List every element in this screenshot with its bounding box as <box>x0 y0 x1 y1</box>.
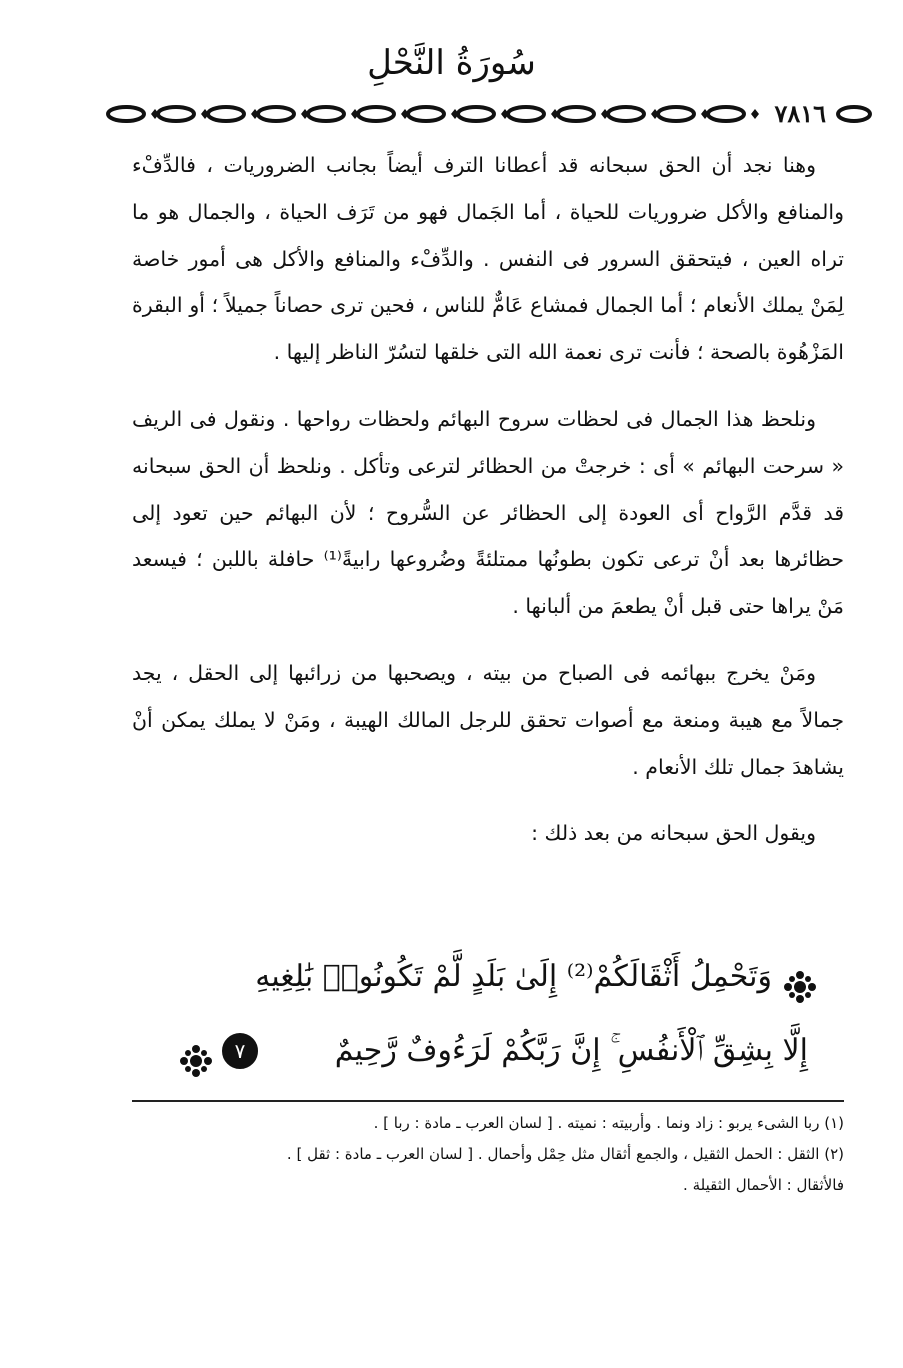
surah-title: سُورَةُ النَّحْلِ <box>367 43 536 83</box>
paragraph: ويقول الحق سبحانه من بعد ذلك : <box>531 821 816 846</box>
body-text <box>132 142 844 857</box>
footnote: (٢) الثقل : الحمل الثقيل ، والجمع أثقال مثل حِمْل وأحمال . [ لسان العرب ـ مادة : ثقل ] . <box>286 1145 844 1163</box>
ayah-number-marker: ٧ <box>222 1033 258 1069</box>
footnotes <box>132 1108 844 1201</box>
page-number: ٧٨١٦ <box>770 96 830 132</box>
footnote-divider <box>132 1100 844 1102</box>
verse-text: إِلَّا بِشِقِّ ٱلْأَنفُسِ ۚ إِنَّ رَبَّكُمْ لَرَءُوفٌ رَّحِيمٌ <box>334 1033 808 1068</box>
floral-ornament-icon <box>178 1033 214 1069</box>
paragraph: وهنا نجد أن الحق سبحانه قد أعطانا الترف أيضاً بجانب الضروريات ، فالدِّفْء والمنافع والأكل ضروريات للحياة ، أما الجَمال فهو من تَرَف الحياة ، والجمال هو ما تراه العين ، فيتحقق السرور فى النفس . والدِّفْء والمنافع والأكل هى أمور خاصة لِمَنْ يملك الأنعام ؛ أما الجمال فمشاع عَامٌّ للناس ، فحين ترى حصاناً جميلاً ؛ أو البقرة المَزْهُوة بالصحة ؛ فأنت ترى نعمة الله التى خلقها لتسُرّ الناظر إليها . <box>132 153 844 365</box>
paragraph: ومَنْ يخرج ببهائمه فى الصباح من بيته ، ويصحبها من زرائبها إلى الحقل ، يجد جمالاً مع هيبة ومنعة مع أصوات تحقق للرجل المالك الهيبة ، ومَنْ لا يملك يمكن أنْ يشاهدَ جمال تلك الأنعام . <box>132 660 844 779</box>
header-rule <box>104 96 874 132</box>
verse-text: وَتَحْمِلُ أَثْقَالَكُمْ⁽²⁾ إِلَىٰ بَلَدٍ لَّمْ تَكُونُوا۟ بَٰلِغِيهِ <box>255 959 772 994</box>
verse-line <box>178 1014 818 1088</box>
footnote: فالأثقال : الأحمال الثقيلة . <box>683 1176 844 1194</box>
verse-line <box>178 940 818 1014</box>
chain-ornament <box>104 96 874 132</box>
paragraph: ونلحظ هذا الجمال فى لحظات سروح البهائم ولحظات رواحها . ونقول فى الريف « سرحت البهائم » أى : خرجتْ من الحظائر لترعى وتأكل . ونلحظ أن الحق سبحانه قد قدَّم الرَّواح أى العودة إلى الحظائر عن السُّروح ؛ لأن البهائم حين تعود إلى حظائرها بعد أنْ ترعى تكون بطونُها ممتلئةً وضُروعها رابيةً⁽¹⁾ حافلة باللبن ؛ فيسعد مَنْ يراها حتى قبل أنْ يطعمَ من ألبانها . <box>132 406 844 619</box>
footnote: (١) ربا الشىء يربو : زاد ونما . وأربيته : نميته . [ لسان العرب ـ مادة : ربا ] . <box>373 1114 844 1132</box>
quran-verse <box>178 940 818 1088</box>
floral-ornament-icon <box>782 959 818 995</box>
